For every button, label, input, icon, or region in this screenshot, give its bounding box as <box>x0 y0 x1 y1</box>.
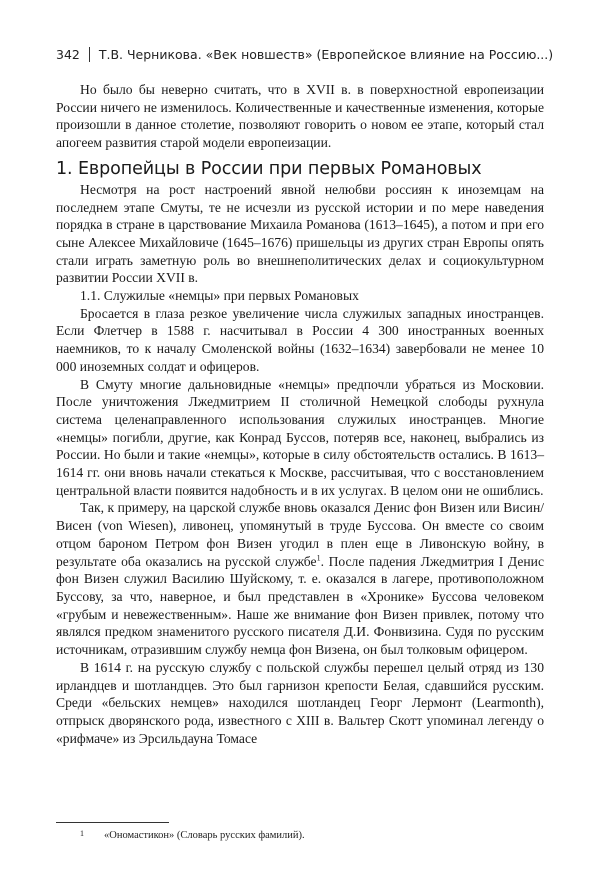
section-heading: 1. Европейцы в России при первых Романовых <box>56 158 482 179</box>
running-header <box>56 47 556 63</box>
running-title: Т.В. Черникова. «Век новшеств» (Европейское влияние на Россию...) <box>98 47 554 62</box>
paragraph-4 <box>56 499 544 658</box>
subsection-heading: 1.1. Служилые «немцы» при первых Романовых <box>80 288 359 304</box>
footnote <box>56 827 544 843</box>
page-body <box>56 81 544 747</box>
paragraph-2: Бросается в глаза резкое увеличение числа служилых западных иностранцев. Если Флетчер в 1588 г. насчитывал в России 4 300 иностранных военных наемников, то к началу Смоленской войны (1632–1634) завербовали не менее 10 000 иноземных солдат и офицеров. <box>56 305 544 374</box>
paragraph-intro: Но было бы неверно считать, что в XVII в. в поверхностной европеизации России ничего не изменилось. Количественные и качественные изменения, которые произошли в данное столетие, позволяют говорить о новом ее этапе, который стал апогеем развития старой модели европеизации. <box>56 82 544 151</box>
footnote-number: 1 <box>80 829 84 838</box>
paragraph-3: В Смуту многие дальновидные «немцы» предпочли убраться из Московии. После уничтожения Лжедмитрием II столичной Немецкой слободы рухнула система целенаправленного использования служилых иностранцев. Многие «немцы» погибли, другие, как Конрад Буссов, потеряв все, наконец, выбрались из России. Но были и такие «немцы», которые в силу обстоятельств остались. В 1613–1614 гг. они вновь начали стекаться к Москве, рассчитывая, что с восстановлением центральной власти появится надобность и в их услугах. В целом они не ошиблись. <box>56 376 544 498</box>
footnote-reference: 1 <box>316 553 321 563</box>
page-number: 342 <box>56 47 80 62</box>
footnote-divider <box>56 822 169 823</box>
paragraph-5: В 1614 г. на русскую службу с польской службы перешел целый отряд из 130 ирландцев и шотландцев. Это был гарнизон крепости Белая, сдавшийся русским. Среди «бельских немцев» находился шотландец Георг Лермонт (Learmonth), отпрыск дворянского рода, известного с XIII в. Вальтер Скотт упоминал легенду о «рифмаче» из Эрсильдауна Томасе <box>56 659 544 746</box>
header-separator <box>89 47 90 62</box>
footnote-text: «Ономастикон» (Словарь русских фамилий). <box>104 830 305 841</box>
paragraph-4-part-b: . После падения Лжедмитрия I Денис фон Визен служил Василию Шуйскому, т. е. оказался в лагере, противоположном Буссову, за что, наверное, и был представлен в «Хронике» Буссова человеком «грубым и невежественным». Наше же внимание фон Визен привлек, потому что являлся предком знаменитого русского писателя Д.И. Фонвизина. Судя по русским источникам, отразившим службу немца фон Визена, он был толковым офицером. <box>56 553 544 658</box>
paragraph-1: Несмотря на рост настроений явной нелюбви россиян к иноземцам на последнем этапе Смуты, те не исчезли из русской истории и по мере наведения порядка в стране в царствование Михаила Романова (1613–1645), а потом и при его сыне Алексее Михайловиче (1645–1676) пришельцы из других стран Европы опять стали играть заметную роль во внешнеполитических делах и социокультурном развитии России XVII в. <box>56 181 544 286</box>
paragraph-4-part-a: Так, к примеру, на царской службе вновь оказался Денис фон Визен или Висин/Висен (von Wiesen), ливонец, упомянутый в труде Буссова. Он вместе со своим отцом бароном Петром фон Визен угодил в плен еще в Ливонскую войну, в результате оба оказались на русской службе <box>56 500 544 569</box>
